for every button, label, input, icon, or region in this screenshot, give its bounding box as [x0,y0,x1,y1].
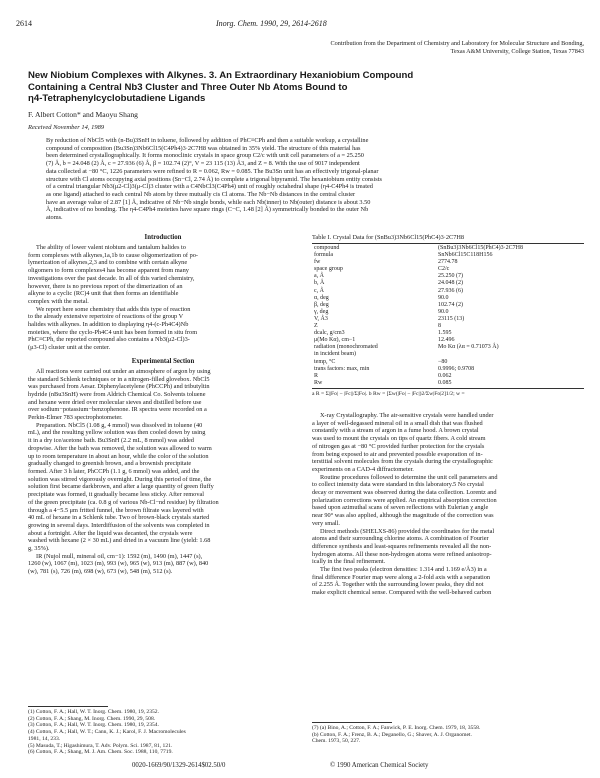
exp-line: the standard Schlenk techniques or in a nitrogen-filled glovebox. NbCl5 [28,375,210,383]
exp-line: and hexane were dried over molecular sieves and distilled before use [28,398,202,406]
exp-line: up to room temperature in about an hour, while the color of the solution [28,452,209,460]
received-date: Received November 14, 1989 [28,124,105,131]
exp-line: Perkin-Elmer 783 spectrophotometer. [28,414,123,422]
xray-line: to collect intensity data were standard in this laboratory.5 No crystal [312,481,484,489]
intro-line: alkyne to a cyclic (RC)4 unit that then forms an identifiable [28,290,179,298]
table-label: c, Å [314,287,324,294]
table-value [436,351,525,358]
xray-line: hydrogen atoms. All these non-hydrogen atoms were refined anisotrop- [312,550,492,558]
xray-line: ically in the final refinement. [312,558,386,566]
exp-line: washed with hexane (2 × 30 mL) and dried in a vacuum line (yield: 1.68 [28,537,211,545]
reference-item: (6) Cotton, F. A.; Shang, M. J. Am. Chem. Soc. 1988, 110, 7719. [28,749,173,756]
reference-item: (7) (a) Bino, A.; Cotton, F. A.; Fanwick, P. E. Inorg. Chem. 1979, 18, 3558. [312,725,481,731]
abstract-line: structure with Cl atoms occupying axial positions (Sn−Cl, 2.74 Å) to complete a trigonal bipyramid. The hexaniobium entity consists [46,175,382,183]
exp-line: growing in several days. Interdiffusion of the solvents was completed in [28,521,210,529]
exp-line: formed. After 3 h later, PhCCPh (1.1 g, 6 mmol) was added, and the [28,467,200,475]
table-value: 0.085 [438,379,452,386]
table-label: γ, deg [314,308,329,315]
table-value: 90.0 [438,294,449,301]
intro-line: The ability of lower valent niobium and tantalum halides to [36,244,186,251]
xray-line: difference synthesis and least-squares refinements revealed all the non- [312,542,492,550]
exp-line: Preparation. NbCl5 (1.08 g, 4 mmol) was dissolved in toluene (40 [36,421,203,429]
xray-line: from being exposed to air and prevented possible evaporation of in- [312,450,483,458]
reference-item: 1981, 14, 233. [28,735,61,742]
title-line-3: η4-Tetraphenylcyclobutadiene Ligands [28,93,206,104]
intro-line: We report here some chemistry that adds this type of reaction [36,305,191,313]
abstract-line: been determined crystallographically. It forms monoclinic crystals in space group C2/c with unit cell parameters of a = 25.250 [46,152,364,160]
xray-line: very small. [312,519,340,527]
table-footnote: a R = Σ||Fo| − |Fc||/Σ|Fo|. b Rw = [Σw(|Fo| − |Fc|)2/Σw|Fo|2]1/2; w = [312,390,465,397]
table-value: (SnBu3)3Nb6Cl15(PhC4)3·2C7H8 [438,245,524,251]
table-block [312,234,584,397]
xray-line: make explicit chemical sense. Compared with the well-behaved carbon [312,589,492,597]
exp-line: dropwise. After the bath was removed, the solution was allowed to warm [28,444,212,452]
table-bottom-rule [312,388,584,389]
exp-line: solution first became darkbrown, and after a large quantity of green fluffy [28,483,214,491]
table-row [312,366,525,373]
table-label: in incident beam) [314,351,356,358]
exp-line: precipitate was formed, it gradually became less sticky. After removal [28,491,205,499]
table-value: −80 [438,358,448,365]
table-value: C2/c [438,266,450,273]
xray-line: Routine procedures followed to determine the unit cell parameters and [320,473,498,481]
table-label: b, Å [314,280,325,287]
table-value: 1.595 [438,330,452,337]
table-top-rule [312,243,584,244]
table-row [312,373,525,380]
references-left [28,709,298,756]
table-row [312,351,525,358]
table-value: 24.048 (2) [438,280,463,287]
table-row [312,259,525,266]
reference-item: Chem. 1973, 50, 227. [312,738,361,745]
xray-line: near 90° was also applied, although the magnitude of the correction was [312,512,494,520]
xray-line: based upon azimuthal scans of seven reflections with Eulerian χ angle [312,504,489,512]
table-row [312,280,525,287]
contribution-line-2: Texas A&M University, College Station, Texas 77843 [450,47,584,55]
table-value: 25.250 (7) [438,273,463,280]
table-label: μ(Mo Kα), cm−1 [314,337,356,344]
table-row [312,323,525,330]
intro-line: oligomers to form complexes4 has become apparent from many [28,267,189,275]
table-label: α, deg [314,294,329,301]
title-line-2: Containing a Central Nb3 Cluster and Three Outer Nb Atoms Bound to [28,81,348,93]
table-row [312,380,525,387]
table-value: 23115 (13) [438,315,465,322]
reference-item: (1) Cotton, F. A.; Hall, W. T. Inorg. Chem. 1980, 19, 2352. [28,709,160,715]
table-value: 8 [438,323,441,330]
exp-line: was purchased from Aesar. Diphenylacetylene (PhCCPh) and tributyltin [28,383,210,391]
abstract-line: atoms. [46,214,63,222]
table-label: β, deg [314,301,329,308]
page-number: 2614 [16,19,32,28]
footnote-rule-right [312,722,392,723]
abstract-line: compound of composition (Bu3Sn)3Nb6Cl15(C4Ph4)3·2C7H8 was obtained in 35% yield. The structure of this material has [46,144,361,152]
table-label: V, Å3 [314,315,328,322]
table-label: temp, °C [314,358,336,365]
table-label: space group [314,266,343,273]
experimental-body [28,368,298,576]
table-value: 27.936 (6) [438,287,463,294]
xray-line: Direct methods (SHELXS-86) provided the coordinates for the metal [320,527,495,535]
table-label: R [314,372,319,379]
experimental-heading: Experimental Section [131,357,195,365]
abstract-line: Å, indicative of no bonding. The η4-C4Ph4 moieties have square rings (C−C, 1.48 [2] Å) symmetrically bonded to the outer Nb [46,206,369,214]
abstract-line: of a central triangular Nb3(μ2-Cl)3(μ-Cl)3 cluster with a C4NbCl3(C4Ph4) unit of roughly octahedral shape (η4-C4Ph4 is treated [46,183,373,191]
reference-item: (b) Cotton, F. A.; Frenz, B. A.; Deganello, G.; Shaver, A. J. Organomet. [312,731,472,738]
table-row [312,273,525,280]
table-label: a, Å [314,273,324,280]
table-row [312,288,525,295]
exp-line: All reactions were carried out under an atmosphere of argon by using [36,367,211,375]
exp-line: over sodium−potassium−benzophenone. IR spectra were recorded on a [28,406,207,414]
table-row [312,316,525,323]
table-label: formula [314,252,333,259]
exp-line: it in a dry ice/acetone bath. Bu3SnH (2.2 mL, 8 mmol) was added [28,437,194,445]
intro-line: to the already extensive repertoire of reactions of the group V [28,313,184,321]
table-row [312,266,525,273]
introduction-heading: Introduction [144,234,182,241]
article-title [28,70,588,105]
table-value: 102.74 (2) [438,301,463,308]
crystallography-text [312,412,584,597]
contribution-line-1: Contribution from the Department of Chemistry and Laboratory for Molecular Structure and Bonding, [330,40,584,47]
table-label: fw [314,259,321,266]
xray-line: of 2.255 Å. Together with the surrounding lower peaks, they did not [312,581,484,589]
intro-line: lymerization of alkynes,2,3 and to combine with certain alkyne [28,259,188,267]
authors: F. Albert Cotton* and Maoyu Shang [28,110,138,119]
table-label: radiation (monochromated [314,344,378,351]
introduction-body [28,244,298,352]
xray-line: polarization corrections were applied. An empirical absorption correction [312,496,497,504]
crystal-data-table [312,245,525,387]
reference-item: (4) Cotton, F. A.; Hall, W. T.; Cann, K. J.; Karol, F. J. Macromolecules [28,729,186,736]
abstract-line: (7) Å, b = 24.048 (2) Å, c = 27.936 (6) Å, β = 102.74 (2)°, V = 23 115 (13) Å3, and Z = 8. With the use of 9017 independent [46,160,360,168]
exp-line: (w), 781 (s), 726 (m), 698 (w), 673 (w), 548 (m), 512 (s). [28,568,173,576]
exp-line: of the green precipitate (ca. 0.8 g of various Nb-Cl−nd residue) by filtration [28,498,219,506]
table-row [312,359,525,366]
xray-line: was used to mount the crystals on tips of quartz fibers. A cold stream [312,435,486,443]
xray-line: decay or movement was observed during the data collection. Lorentz and [312,489,497,497]
table-value: 2774.78 [438,259,458,266]
table-value: 0.062 [438,372,452,379]
abstract-line: as one ligand) attached to each central Nb atom by three mutually cis Cl atoms. The Nb−Nb distances in the central cluster [46,190,356,198]
intro-line: (μ3-Cl) cluster unit at the center. [28,344,111,352]
abstract-line: have an average value of 2.87 [1] Å, indicative of Nb−Nb single bonds, while each Nb(inner) to Nb(outer) distance is about 3.50 [46,198,371,206]
table-row [312,245,525,252]
exp-line: about a fortnight. After the liquid was decanted, the crystals were [28,529,193,537]
exp-line: IR (Nujol mull, mineral oil, cm−1): 1592 (m), 1490 (m), 1447 (s), [36,552,203,560]
table-value: SnNb6Cl15C118H156 [438,252,493,259]
xray-line: The first two peaks (electron densities: 1.314 and 1.169 e/Å3) in a [320,566,487,574]
intro-line: halides with alkynes. In addition to displaying η4-(c-Ph4C4)Nb [28,321,189,329]
reference-item: (2) Cotton, F. A.; Shang, M. Inorg. Chem. 1990, 29, 508. [28,715,156,722]
abstract [46,137,584,222]
xray-line: X-ray Crystallography. The air-sensitive crystals were handled under [320,412,494,419]
table-value: 90.0 [438,308,449,315]
left-column [28,234,298,576]
footer-issn: 0020-1669/90/1329-2614$02.50/0 [132,762,226,769]
exp-line: hydride (nBu3SnH) were from Aldrich Chemical Co. Solvents toluene [28,390,206,398]
exp-line: 40 mL of hexane in a Schlenk tube. Two of brown-black crystals started [28,514,210,522]
abstract-line: data collected at −80 °C, 1226 parameters were refined to R = 0.062, Rw = 0.085. The Bu3Sn unit has an effectively trigonal-planar [46,167,379,175]
table-label: compound [314,245,340,251]
exp-line: solution was stirred vigorously overnight. During this period of time, the [28,475,212,483]
intro-line: form complexes with alkynes,1a,1b to cause oligomerization of po- [28,251,198,259]
xray-line: experiments on a CAD-4 diffractometer. [312,465,414,473]
table-caption: Table I. Crystal Data for (SnBu3)3Nb6Cl15(PhC4)3·2C7H8 [312,234,465,241]
xray-line: final difference Fourier map were along a 2-fold axis with a separation [312,573,491,581]
xray-line: constantly with a stream of argon in a fume hood. A brown crystal [312,427,479,435]
table-label: Z [314,323,318,330]
table-row [312,295,525,302]
table-value: 0.9996; 0.9708 [438,365,475,372]
title-line-1: New Niobium Complexes with Alkynes. 3. An Extraordinary Hexaniobium Compound [28,70,414,81]
intro-line: complex with the metal. [28,297,89,305]
intro-line: however, there is no previous report of the dimerization of an [28,282,183,290]
intro-line: PhC≡CPh, the reported compound also contains a Nb3(μ2-Cl)3- [28,336,190,344]
exp-line: mL), and the resulting yellow solution was then cooled down by using [28,429,206,437]
table-label: trans factors: max, min [314,365,370,372]
references-right [312,725,584,745]
footnote-rule-left [28,706,108,707]
intro-line: investigations over the past decade. In all of this varied chemistry, [28,274,195,282]
table-value: 12.496 [438,337,455,344]
table-row [312,309,525,316]
xray-line: atoms and their surrounding chlorine atoms. A combination of Fourier [312,535,489,543]
reference-item: (5) Masuda, T.; Higashimura, T. Adv. Polym. Sci. 1987, 81, 121. [28,742,173,749]
table-value: Mo Kα (λα = 0.71073 Å) [438,344,499,351]
exp-line: g, 35%). [28,545,50,553]
table-row [312,252,525,259]
abstract-line: By reduction of NbCl5 with (n-Bu)3SnH in toluene, followed by addition of PhC≡CPh and then a suitable workup, a crystalline [46,137,369,144]
table-row [312,302,525,309]
xray-line: of nitrogen gas at −80 °C provided further protection for the crystals [312,442,485,450]
exp-line: 1260 (w), 1067 (m), 1023 (m), 993 (w), 965 (w), 913 (m), 887 (w), 840 [28,560,209,568]
table-label: Rw [314,379,323,386]
reference-item: (3) Cotton, F. A.; Hall, W. T. Inorg. Chem. 1980, 19, 2354. [28,722,160,729]
table-label: dcalc, g/cm3 [314,330,345,337]
journal-header: Inorg. Chem. 1990, 29, 2614-2618 [216,19,327,28]
xray-line: a layer of well-degassed mineral oil in a small dish that was flushed [312,419,483,427]
intro-line: moieties, where the cyclo-Ph4C4 unit has been formed in situ from [28,328,198,336]
footer-copyright: © 1990 American Chemical Society [330,762,429,769]
exp-line: gradually changed to greenish brown, and a brownish precipitate [28,460,192,468]
xray-line: terstitial solvent molecules from the crystals during the crystallographic [312,458,493,466]
exp-line: through a 4−5.5 μm fritted funnel, the brown filtrate was layered with [28,506,204,514]
contribution-block [104,40,584,55]
